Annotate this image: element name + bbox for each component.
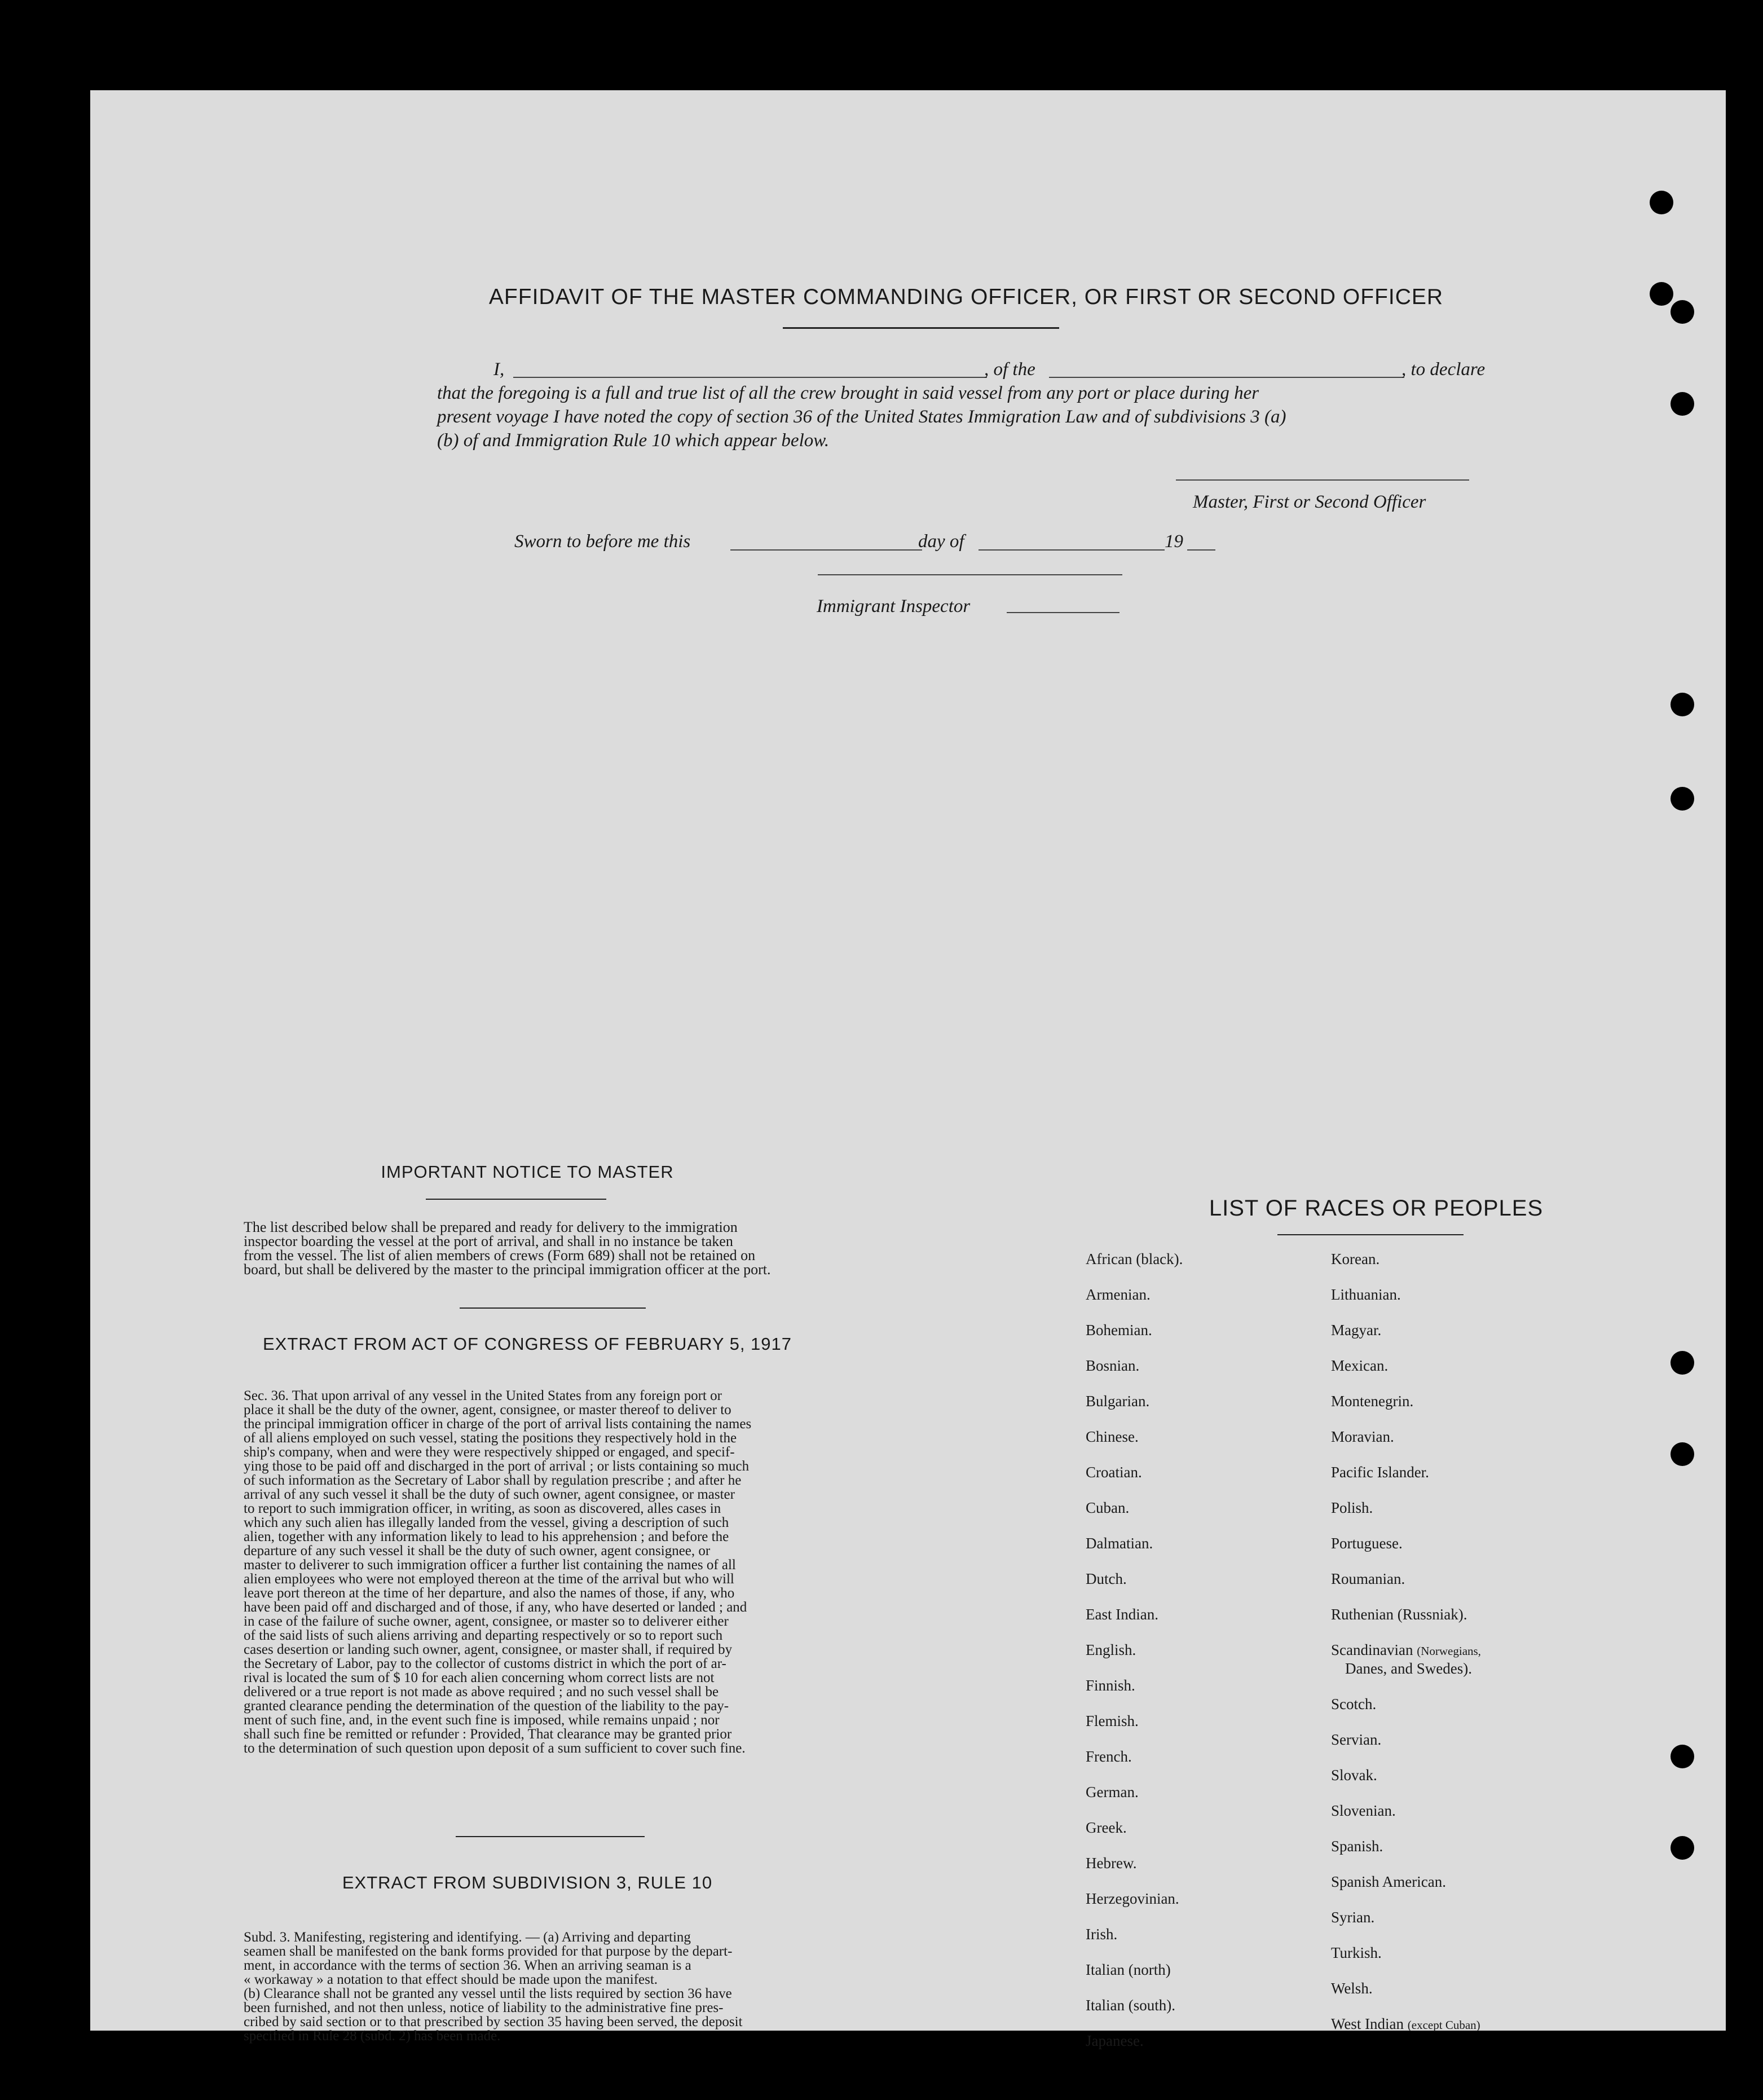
race-item: Irish.: [1086, 1926, 1118, 1943]
binder-hole: [1671, 693, 1694, 716]
notice-text: [244, 1220, 872, 1276]
race-item: Scotch.: [1331, 1696, 1377, 1712]
race-note: (Norwegians,: [1417, 1644, 1481, 1658]
race-item: Korean.: [1331, 1251, 1380, 1267]
race-item: French.: [1086, 1748, 1132, 1765]
binder-hole: [1671, 787, 1694, 811]
act-line: Sec. 36. That upon arrival of any vessel in the United States from any foreign port or: [244, 1388, 722, 1403]
master-signature-label: Master, First or Second Officer: [1193, 492, 1426, 512]
rule-line: specified in Rule 28 (subd. 2) has been made.: [244, 2028, 501, 2044]
race-item: Chinese.: [1086, 1428, 1139, 1445]
title-underline: [783, 327, 1059, 329]
notice-title: IMPORTANT NOTICE TO MASTER: [381, 1162, 674, 1182]
act-line: ying those to be paid off and discharged in the port of arrival ; or lists containing so much: [244, 1459, 750, 1474]
races-underline: [1277, 1234, 1464, 1235]
act-line: departure of any such vessel it shall be the duty of such owner, agent consignee, or: [244, 1543, 711, 1559]
race-item: Portuguese.: [1331, 1535, 1403, 1552]
day-of-label: day of: [918, 531, 964, 552]
binder-hole: [1671, 1745, 1694, 1768]
act-line: rival is located the sum of $ 10 for each alien concerning whom correct lists are not: [244, 1670, 715, 1685]
act-title: EXTRACT FROM ACT OF CONGRESS OF FEBRUARY 5, 1917: [262, 1334, 792, 1354]
act-line: in case of the failure of suche owner, agent, consignee, or master so to deliverer either: [244, 1614, 729, 1629]
sworn-year-field[interactable]: [1187, 549, 1215, 551]
race-item: Armenian.: [1086, 1286, 1151, 1303]
i-label: I,: [493, 359, 505, 380]
sworn-label: Sworn to before me this: [514, 531, 691, 552]
form-page: [90, 90, 1726, 2049]
act-line: place it shall be the duty of the owner, agent, consignee, or master thereof to deliver to: [244, 1402, 731, 1417]
race-item: [1331, 1641, 1481, 1659]
year-label: 19: [1165, 531, 1183, 552]
rule-line: been furnished, and not then unless, notice of liability to the administrative fine pres-: [244, 2000, 724, 2015]
inspector-label: Immigrant Inspector: [817, 596, 971, 617]
race-item: Roumanian.: [1331, 1570, 1405, 1587]
affidavit-line-1: that the foregoing is a full and true list of all the crew brought in said vessel from any port or place during her: [437, 383, 1259, 403]
race-item: Spanish American.: [1331, 1873, 1446, 1890]
binder-hole: [1671, 392, 1694, 416]
act-line: ment of such fine, and, in the event such fine is imposed, while remains unpaid ; nor: [244, 1712, 720, 1728]
name-field[interactable]: [513, 377, 987, 378]
act-line: the Secretary of Labor, pay to the collector of customs district in which the port of ar-: [244, 1656, 726, 1671]
race-item: Japanese.: [1086, 2032, 1144, 2049]
race-item: Lithuanian.: [1331, 1286, 1401, 1303]
binder-hole: [1650, 191, 1673, 214]
race-item: Montenegrin.: [1331, 1393, 1414, 1410]
race-item: Bohemian.: [1086, 1322, 1152, 1339]
rule-line: (b) Clearance shall not be granted any vessel until the lists required by section 36 have: [244, 1986, 732, 2001]
race-item: Dutch.: [1086, 1570, 1127, 1587]
race-item: Slovenian.: [1331, 1802, 1396, 1819]
inspector-name-field[interactable]: [1007, 612, 1119, 613]
rule-line: ment, in accordance with the terms of section 36. When an arriving seaman is a: [244, 1958, 691, 1973]
race-item: Polish.: [1331, 1499, 1373, 1516]
act-line: delivered or a true report is not made as above required ; and no such vessel shall be: [244, 1684, 719, 1700]
race-item: Italian (north): [1086, 1961, 1171, 1978]
act-line: to report to such immigration officer, in writing, as soon as discovered, alles cases in: [244, 1501, 721, 1516]
race-item: English.: [1086, 1641, 1136, 1658]
race-item: Italian (south).: [1086, 1997, 1175, 2014]
race-item: Dalmatian.: [1086, 1535, 1153, 1552]
binder-hole: [1671, 1442, 1694, 1466]
act-line: of all aliens employed on such vessel, stating the positions they respectively hold in the: [244, 1430, 737, 1446]
vessel-field[interactable]: [1049, 377, 1404, 378]
act-line: alien employees who were not employed thereon at the time of the arrival but who will: [244, 1571, 734, 1587]
race-item: Turkish.: [1331, 1944, 1382, 1961]
act-line: leave port thereon at the time of her departure, and also the names of those, if any, who: [244, 1586, 735, 1601]
act-line: have been paid off and discharged and of those, if any, who have deserted or landed ; and: [244, 1600, 747, 1615]
act-line: master to deliverer to such immigration officer a further list containing the names of all: [244, 1557, 736, 1573]
race-item: Servian.: [1331, 1731, 1382, 1748]
race-item: Bulgarian.: [1086, 1393, 1150, 1410]
race-item: Bosnian.: [1086, 1357, 1140, 1374]
act-line: of the said lists of such aliens arriving and departing respectively or so to report such: [244, 1628, 723, 1643]
notice-underline: [426, 1199, 606, 1200]
notice-line: board, but shall be delivered by the master to the principal immigration officer at the port.: [244, 1261, 771, 1278]
inspector-signature-field[interactable]: [818, 574, 1122, 575]
act-line: arrival of any such vessel it shall be the duty of such owner, agent consignee, or master: [244, 1487, 735, 1502]
binder-hole: [1671, 1351, 1694, 1375]
race-item: Welsh.: [1331, 1980, 1373, 1997]
master-signature-field[interactable]: [1176, 479, 1469, 481]
affidavit-title: AFFIDAVIT OF THE MASTER COMMANDING OFFICER, OR FIRST OR SECOND OFFICER: [488, 285, 1444, 309]
to-declare-label: , to declare: [1401, 359, 1486, 380]
binder-hole: [1671, 300, 1694, 324]
race-name: West Indian: [1331, 2015, 1404, 2032]
race-item: Hebrew.: [1086, 1855, 1137, 1872]
act-line: shall such fine be remitted or refunder : Provided, That clearance may be granted prior: [244, 1727, 732, 1742]
race-item: Spanish.: [1331, 1838, 1383, 1855]
rule-line: « workaway » a notation to that effect should be made upon the manifest.: [244, 1972, 658, 1987]
binder-hole: [1671, 1836, 1694, 1860]
race-item: Herzegovinian.: [1086, 1890, 1179, 1907]
race-item: African (black).: [1086, 1251, 1183, 1267]
notice-line: from the vessel. The list of alien members of crews (Form 689) shall not be retained on: [244, 1247, 756, 1263]
race-name: Scandinavian: [1331, 1641, 1413, 1658]
sworn-month-field[interactable]: [979, 549, 1165, 551]
race-item: Finnish.: [1086, 1677, 1135, 1694]
act-line: alien, together with any information likely to lead to his apprehension ; and before the: [244, 1529, 729, 1544]
race-item: East Indian.: [1086, 1606, 1158, 1623]
act-text: [244, 1389, 872, 1755]
race-item: Pacific Islander.: [1331, 1464, 1429, 1481]
rule-line: cribed by said section or to that prescribed by section 35 having been served, the deposit: [244, 2014, 743, 2029]
race-item: [1331, 2015, 1480, 2033]
race-item: Magyar.: [1331, 1322, 1382, 1339]
act-line: granted clearance pending the determination of the question of the liability to the pay-: [244, 1698, 729, 1714]
sworn-day-field[interactable]: [730, 549, 922, 551]
binder-hole: [1650, 282, 1673, 306]
race-item: Flemish.: [1086, 1712, 1139, 1729]
race-note: (except Cuban): [1407, 2018, 1480, 2032]
race-item: Slovak.: [1331, 1767, 1377, 1784]
act-line: to the determination of such question upon deposit of a sum sufficient to cover such fine.: [244, 1741, 746, 1756]
act-line: of such information as the Secretary of Labor shall by regulation prescribe ; and after he: [244, 1473, 742, 1488]
act-line: cases desertion or landing such owner, agent, consignee, or master shall, if required by: [244, 1642, 733, 1657]
races-title: LIST OF RACES OR PEOPLES: [1209, 1196, 1544, 1221]
act-line: ship's company, when and were they were respectively shipped or engaged, and specif-: [244, 1445, 735, 1460]
of-the-label: , of the: [984, 359, 1035, 380]
affidavit-line-2: present voyage I have noted the copy of section 36 of the United States Immigration Law and of subdivisions 3 (a): [437, 407, 1286, 427]
race-item: Cuban.: [1086, 1499, 1130, 1516]
notice-line: inspector boarding the vessel at the port of arrival, and shall in no instance be taken: [244, 1233, 733, 1249]
race-item: Moravian.: [1331, 1428, 1394, 1445]
rule-title: EXTRACT FROM SUBDIVISION 3, RULE 10: [342, 1873, 713, 1892]
notice-line: The list described below shall be prepared and ready for delivery to the immigration: [244, 1219, 738, 1235]
notice-divider: [460, 1307, 646, 1309]
act-line: which any such alien has illegally landed from the vessel, giving a description of such: [244, 1515, 729, 1530]
race-item: Mexican.: [1331, 1357, 1389, 1374]
act-divider: [456, 1836, 645, 1837]
race-item: Ruthenian (Russniak).: [1331, 1606, 1467, 1623]
race-note: Danes, and Swedes).: [1345, 1660, 1472, 1677]
race-item: Greek.: [1086, 1819, 1127, 1836]
act-line: the principal immigration officer in charge of the port of arrival lists containing the names: [244, 1416, 752, 1432]
affidavit-line-3: (b) of and Immigration Rule 10 which appear below.: [437, 430, 830, 451]
race-item: Croatian.: [1086, 1464, 1142, 1481]
rule-line: seamen shall be manifested on the bank forms provided for that purpose by the depart-: [244, 1944, 733, 1959]
rule-text: [244, 1930, 872, 2043]
race-item: Syrian.: [1331, 1909, 1375, 1926]
race-item: German.: [1086, 1784, 1139, 1800]
rule-line: Subd. 3. Manifesting, registering and identifying. — (a) Arriving and departing: [244, 1930, 691, 1945]
